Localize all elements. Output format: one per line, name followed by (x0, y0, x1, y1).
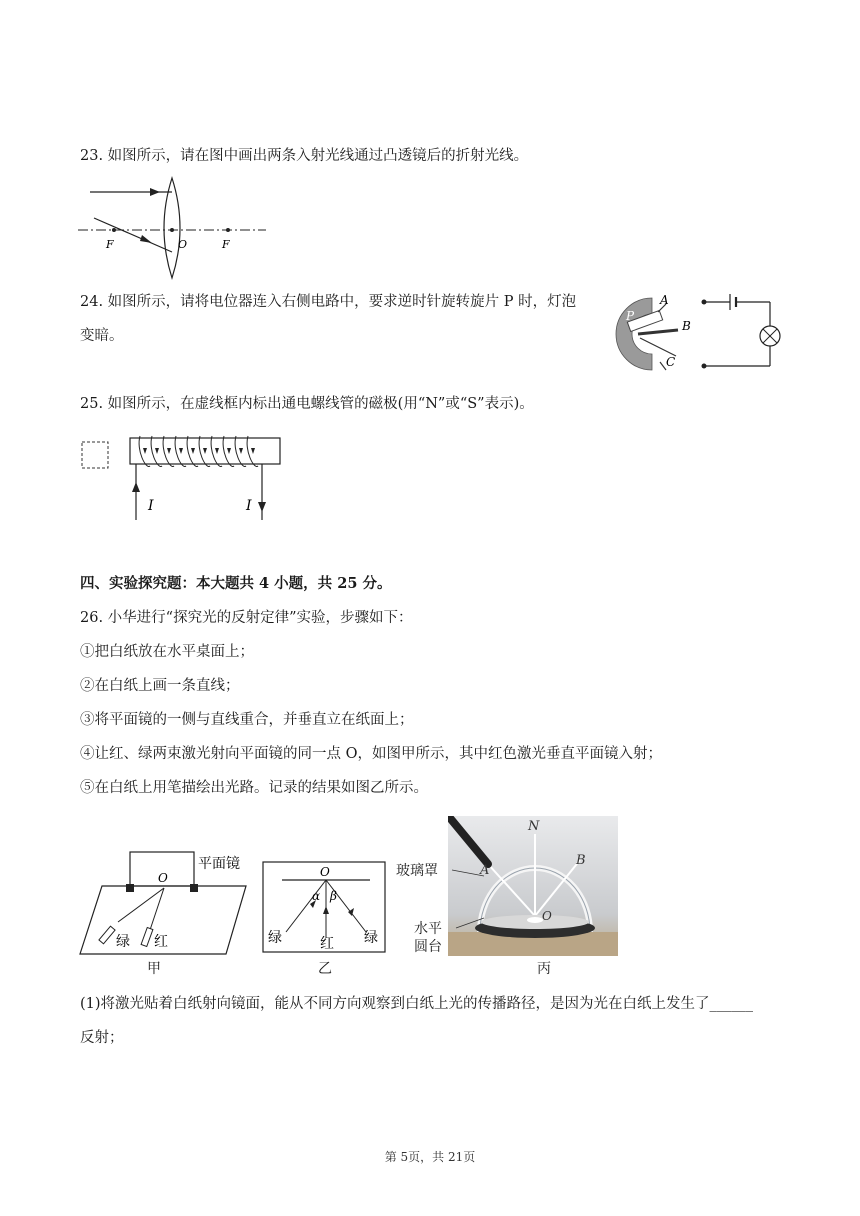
jia-caption: 甲 (147, 961, 161, 977)
q25-text: 25. 如图所示，在虚线框内标出通电螺线管的磁极(用“N”或“S”表示)。 (80, 396, 534, 412)
q23-label-f-right: F (222, 238, 230, 251)
q26-figure-yi (262, 858, 388, 954)
q24-label-c: C (666, 355, 676, 369)
q24-label-p: P (626, 309, 635, 323)
section4-title: 四、实验探究题：本大题共 4 小题，共 25 分。 (80, 575, 392, 592)
yi-label-beta: β (330, 889, 337, 903)
q24-text-line1: 24. 如图所示，请将电位器连入右侧电路中，要求逆时针旋转旋片 P 时，灯泡 (80, 294, 577, 310)
jia-label-red: 红 (154, 934, 168, 950)
jia-label-green: 绿 (116, 934, 130, 950)
q24-label-a: A (660, 293, 669, 307)
q26-step-2: ②在白纸上画一条直线； (80, 678, 240, 694)
bing-label-platform-1: 水平 (414, 921, 442, 937)
q24-text-line2: 变暗。 (80, 328, 124, 344)
bing-label-platform-2: 圆台 (414, 939, 442, 955)
q26-sub1-line1: (1)将激光贴着白纸射向镜面，能从不同方向观察到白纸上光的传播路径，是因为光在白纸上发生了______ (80, 996, 754, 1012)
q26-step-5: ⑤在白纸上用笔描绘出光路。记录的结果如图乙所示。 (80, 780, 428, 796)
yi-label-green-right: 绿 (364, 930, 378, 946)
bing-label-cover: 玻璃罩 (396, 863, 438, 879)
page-footer: 第 5页，共 21页 (384, 1150, 476, 1164)
q23-lens-figure (76, 174, 276, 282)
q25-solenoid-figure (76, 426, 286, 526)
q26-sub1-line2: 反射； (80, 1030, 124, 1046)
jia-label-o: O (158, 871, 168, 885)
q24-potentiometer-figure (600, 290, 700, 378)
yi-label-o: O (320, 865, 330, 879)
q25-label-i-left: I (148, 498, 154, 514)
bing-caption: 丙 (537, 961, 551, 977)
yi-label-alpha: α (312, 889, 321, 903)
q23-label-o: O (178, 238, 188, 251)
q25-label-i-right: I (246, 498, 252, 514)
yi-label-green-left: 绿 (268, 930, 282, 946)
q23-label-f-left: F (106, 238, 114, 251)
bing-labels-left (396, 856, 452, 956)
q26-step-4: ④让红、绿两束激光射向平面镜的同一点 O，如图甲所示，其中红色激光垂直平面镜入射； (80, 746, 662, 762)
q24-label-b: B (682, 319, 691, 333)
q26-figure-jia (78, 846, 254, 958)
bing-label-b: B (576, 853, 586, 868)
q26-step-1: ①把白纸放在水平桌面上； (80, 644, 254, 660)
bing-leader-lines (448, 856, 488, 936)
q24-circuit-figure (698, 292, 788, 374)
bing-label-n: N (528, 819, 540, 834)
q25-dashed-box (82, 442, 108, 468)
bing-label-o: O (542, 909, 552, 923)
q26-intro: 26. 小华进行“探究光的反射定律”实验，步骤如下： (80, 610, 413, 626)
q26-step-3: ③将平面镜的一侧与直线重合，并垂直立在纸面上； (80, 712, 414, 728)
yi-label-red: 红 (320, 936, 334, 952)
jia-label-mirror: 平面镜 (198, 856, 240, 872)
yi-caption: 乙 (318, 961, 332, 977)
bing-label-a: A (480, 863, 490, 878)
q23-text: 23. 如图所示，请在图中画出两条入射光线通过凸透镜后的折射光线。 (80, 148, 529, 164)
